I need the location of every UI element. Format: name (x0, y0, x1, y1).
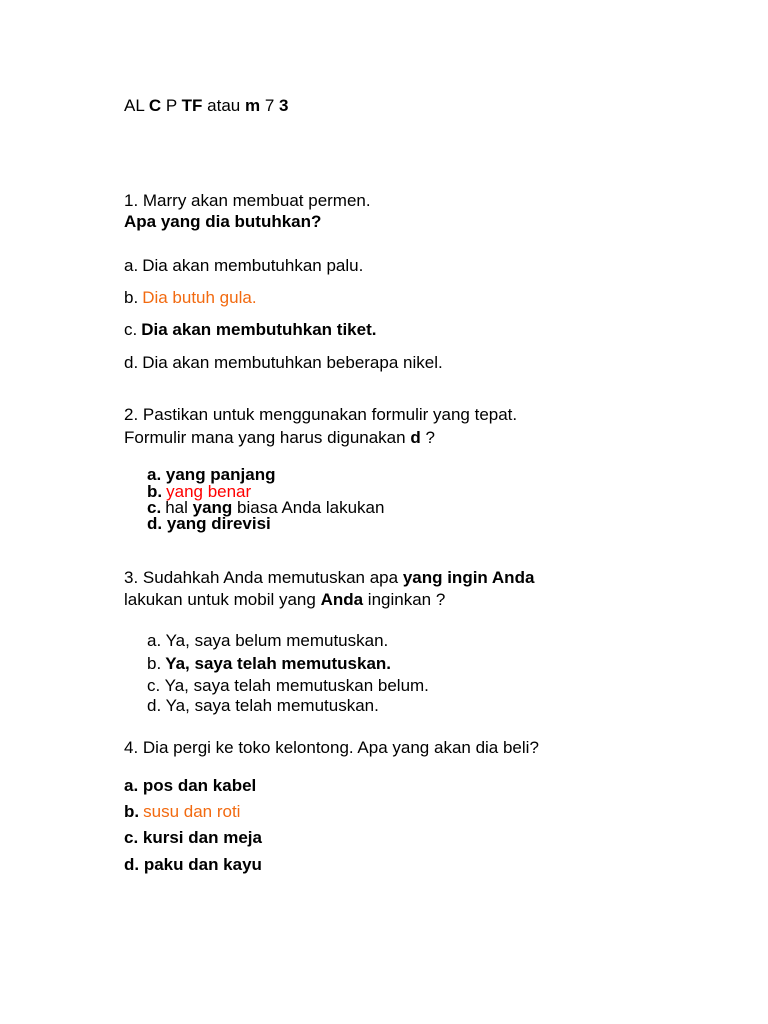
q1-option-a (124, 256, 363, 276)
q4-option-b (124, 802, 240, 822)
q3-option-d: d. Ya, saya telah memutuskan. (147, 696, 379, 715)
q4-option-d: d. paku dan kayu (124, 855, 262, 874)
q1-option-b (124, 288, 257, 308)
prompt-part-bold: d (410, 428, 421, 447)
q3-option-a: a. Ya, saya belum memutuskan. (147, 631, 389, 650)
option-text: hal (165, 498, 193, 517)
option-letter: d. (124, 353, 139, 372)
question-part-bold: Anda (320, 590, 364, 609)
option-letter: b. (147, 482, 163, 501)
option-letter: b. (124, 288, 139, 307)
question-2-prompt (124, 428, 435, 448)
option-text-highlight: Dia butuh gula. (142, 288, 257, 307)
q3-option-c: c. Ya, saya telah memutuskan belum. (147, 676, 429, 695)
option-letter: b. (147, 654, 162, 673)
option-text-highlight: yang benar (166, 482, 252, 501)
question-3-text-cont (124, 590, 445, 610)
q2-option-d: d. yang direvisi (147, 514, 271, 533)
question-part-bold: yang ingin Anda (402, 568, 535, 587)
header-part-bold: 3 (279, 96, 289, 115)
q1-option-d (124, 353, 443, 373)
prompt-part: ? (420, 428, 435, 447)
option-text-bold: yang (192, 498, 233, 517)
option-letter: b. (124, 802, 140, 821)
header-part-bold: m (244, 96, 261, 115)
option-text: biasa Anda lakukan (232, 498, 385, 517)
question-part: 3. Sudahkah Anda memutuskan apa (124, 568, 403, 587)
prompt-part: Formulir mana yang harus digunakan (124, 428, 411, 447)
header-part: P (161, 96, 182, 115)
question-part: inginkan ? (363, 590, 446, 609)
q3-option-b (147, 654, 391, 674)
question-4-text: 4. Dia pergi ke toko kelontong. Apa yang akan dia beli? (124, 738, 539, 757)
q2-option-a: a. yang panjang (147, 465, 276, 484)
header-part: AL (124, 96, 149, 115)
option-letter: c. (124, 320, 138, 339)
question-3-text (124, 568, 534, 588)
option-letter: c. (147, 498, 162, 517)
q1-option-c (124, 320, 376, 340)
option-text: Dia akan membutuhkan palu. (142, 256, 364, 275)
header-part: 7 (260, 96, 280, 115)
header-part: atau (202, 96, 245, 115)
question-part: lakukan untuk mobil yang (124, 590, 321, 609)
option-text-highlight: susu dan roti (143, 802, 241, 821)
header-part-bold: TF (181, 96, 203, 115)
option-letter: a. (124, 256, 139, 275)
option-text: Dia akan membutuhkan tiket. (141, 320, 377, 339)
question-1-text: 1. Marry akan membuat permen. (124, 191, 371, 210)
header-part-bold: C (148, 96, 162, 115)
option-text: Ya, saya telah memutuskan. (165, 654, 392, 673)
q4-option-c: c. kursi dan meja (124, 828, 262, 847)
option-text: Dia akan membutuhkan beberapa nikel. (142, 353, 443, 372)
q4-option-a: a. pos dan kabel (124, 776, 257, 795)
header-code (124, 96, 288, 116)
question-1-prompt: Apa yang dia butuhkan? (124, 212, 322, 231)
question-2-text: 2. Pastikan untuk menggunakan formulir yang tepat. (124, 405, 518, 424)
